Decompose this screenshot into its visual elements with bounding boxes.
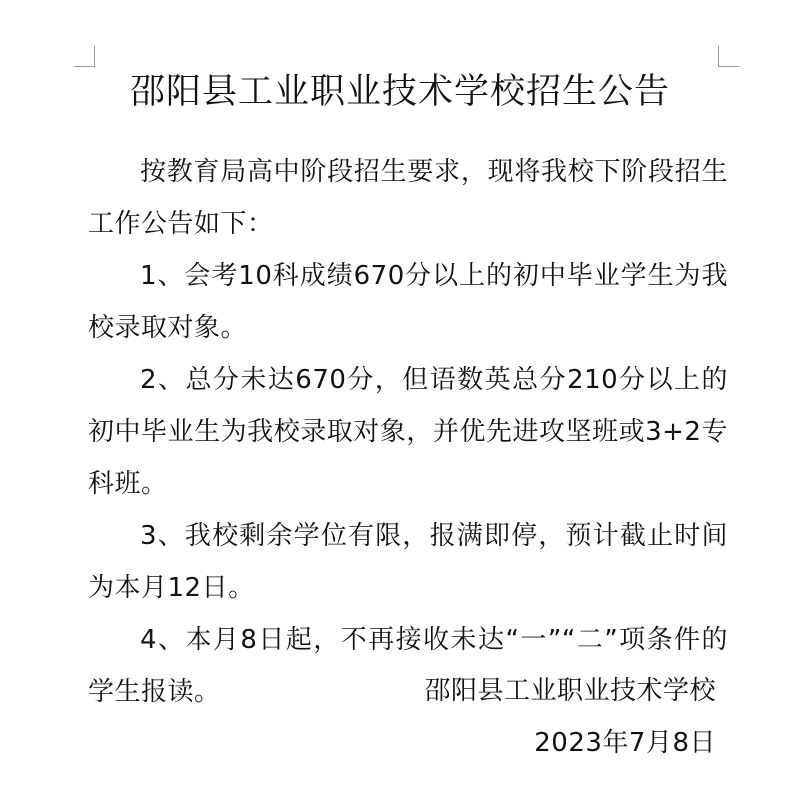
notice-item-1: 1、会考10科成绩670分以上的初中毕业学生为我校录取对象。 (88, 261, 728, 343)
notice-title: 邵阳县工业职业技术学校招生公告 (129, 72, 670, 112)
notice-signature: 邵阳县工业职业技术学校 (424, 676, 716, 706)
notice-item-3: 3、我校剩余学位有限，报满即停，预计截止时间为本月12日。 (88, 521, 728, 603)
notice-item-2: 2、总分未达670分，但语数英总分210分以上的初中毕业生为我校录取对象，并优先进攻坚班或3+2专科班。 (88, 365, 728, 499)
notice-body (88, 146, 728, 718)
notice-date: 2023年7月8日 (534, 728, 716, 758)
notice-item-4: 4、本月8日起，不再接收未达“一”“二”项条件的学生报读。 (88, 625, 728, 707)
notice-intro: 按教育局高中阶段招生要求，现将我校下阶段招生工作公告如下： (88, 157, 728, 239)
